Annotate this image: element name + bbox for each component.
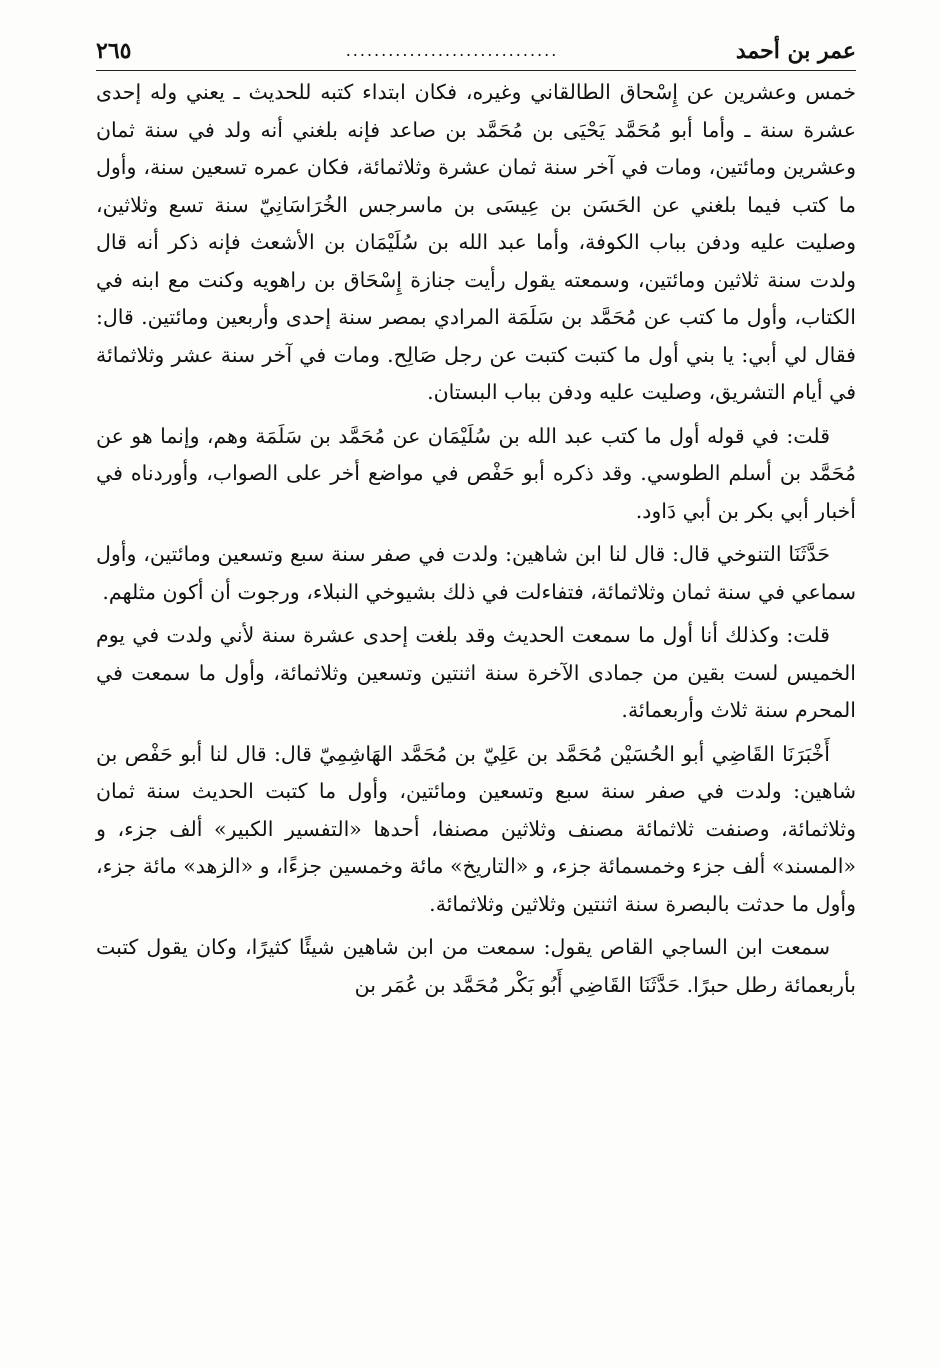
paragraph-5: أَخْبَرَنَا القَاضِي أبو الحُسَيْن مُحَمَّد بن عَلِيّ بن مُحَمَّد الهَاشِمِيّ قال: قال لنا أبو حَفْص بن شاهين: ولدت في صفر سنة سبع وتسعين ومائتين، وأول ما كتبت الحديث سنة ثمان وثلاثمائة، وصنفت ثلاثمائة مصنف وثلاثين مصنفا، أحدها «التفسير الكبير» ألف جزء، و «المسند» ألف جزء وخمسمائة جزء، و «التاريخ» مائة وخمسين جزءًا، و «الزهد» مائة جزء، وأول ما حدثت بالبصرة سنة اثنتين وثلاثين وثلاثمائة. [96, 741, 856, 916]
dot-leader: .............................. [345, 41, 559, 60]
paragraph-3: حَدَّثَنَا التنوخي قال: قال لنا ابن شاهين: ولدت في صفر سنة سبع وتسعين ومائتين، وأول سماعي في سنة ثمان وثلاثمائة، فتفاءلت في ذلك بشيوخي النبلاء، ورجوت أن أكون مثلهم. [96, 542, 856, 604]
running-title: عمر بن أحمد [735, 38, 856, 64]
page-number: ٢٦٥ [96, 38, 132, 64]
body-text [96, 74, 856, 1004]
page-header [96, 34, 856, 70]
paragraph-1: خمس وعشرين عن إِسْحاق الطالقاني وغيره، فكان ابتداء كتبه للحديث ـ يعني وله إحدى عشرة سنة ـ وأما أبو مُحَمَّد يَحْيَى بن مُحَمَّد بن صاعد فإنه بلغني أنه ولد في سنة ثمان وعشرين ومائتين، ومات في آخر سنة ثمان عشرة وثلاثمائة، فكان عمره تسعين سنة، وأول ما كتب فيما بلغني عن الحَسَن بن عِيسَى بن ماسرجس الخُرَاسَانِيّ سنة تسع وثلاثين، وصليت عليه ودفن بباب الكوفة، وأما عبد الله بن سُلَيْمَان بن الأشعث فإنه ذكر أنه قال ولدت سنة ثلاثين ومائتين، وسمعته يقول رأيت جنازة إِسْحَاق بن راهويه وكنت مع ابنه في الكتاب، وأول ما كتب عن مُحَمَّد بن سَلَمَة المرادي بمصر سنة إحدى وأربعين ومائتين. قال: فقال لي أبي: يا بني أول ما كتبت كتبت عن رجل صَالِح. ومات في آخر سنة عشر وثلاثمائة في أيام التشريق، وصليت عليه ودفن بباب البستان. [96, 80, 856, 404]
paragraph-2: قلت: في قوله أول ما كتب عبد الله بن سُلَيْمَان عن مُحَمَّد بن سَلَمَة وهم، وإنما هو عن مُحَمَّد بن أسلم الطوسي. وقد ذكره أبو حَفْص في مواضع أخر على الصواب، وأوردناه في أخبار أبي بكر بن أبي دَاود. [96, 423, 856, 523]
header-rule [96, 70, 856, 71]
paragraph-4: قلت: وكذلك أنا أول ما سمعت الحديث وقد بلغت إحدى عشرة سنة لأني ولدت في يوم الخميس لست بقين من جمادى الآخرة سنة اثنتين وتسعين وثلاثمائة، وأول ما سمعت في المحرم سنة ثلاث وأربعمائة. [96, 623, 856, 722]
paragraph-6: سمعت ابن الساجي القاص يقول: سمعت من ابن شاهين شيئًا كثيرًا، وكان يقول كتبت بأربعمائة رطل حبرًا. حَدَّثَنَا القَاضِي أَبُو بَكْر مُحَمَّد بن عُمَر بن [96, 935, 856, 997]
